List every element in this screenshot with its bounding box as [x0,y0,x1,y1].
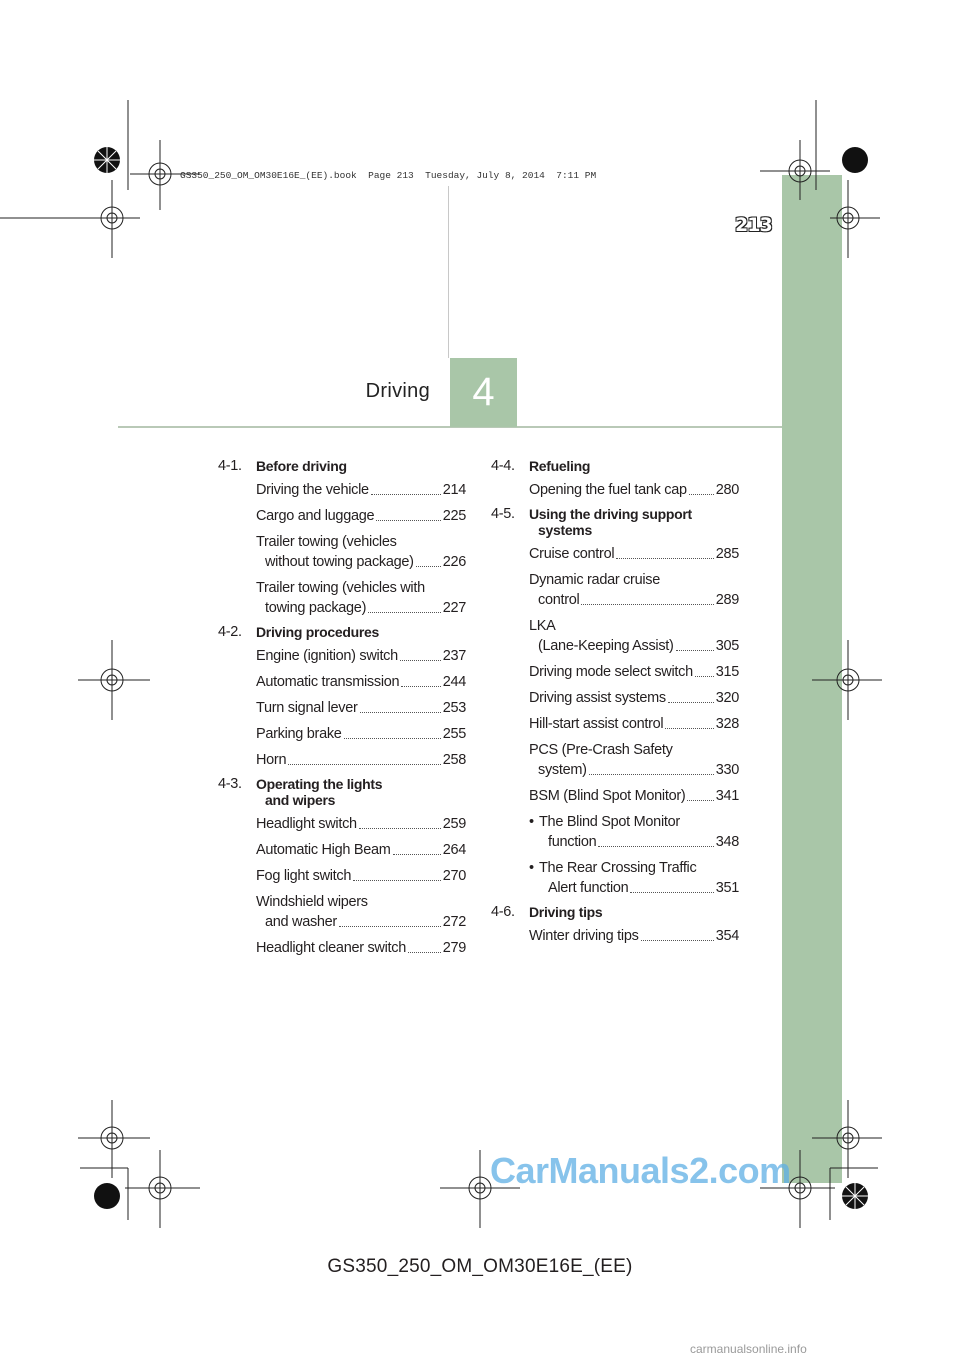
toc-entry-text: The Blind Spot Monitor [539,814,680,830]
toc-entry-row [256,750,466,770]
toc-section-number: 4-4. [491,458,515,474]
toc-entry-page: 253 [442,700,466,716]
toc-entry-text: Hill-start assist control [529,716,664,732]
page-number: 213 [735,214,772,236]
dot-leader [288,764,440,765]
toc-entry-text-line-2: and washer [265,914,337,930]
toc-entry-row [256,480,466,500]
toc-entry-row [529,544,739,564]
toc-entry-row [529,714,739,734]
toc-entry-page: 289 [715,592,739,608]
toc-entry-row [529,760,739,780]
toc-entry-page: 258 [442,752,466,768]
toc-entry-row [539,878,739,898]
toc-entry-page: 280 [715,482,739,498]
toc-entry-text: Driving the vehicle [256,482,369,498]
toc-entry-page: 237 [442,648,466,664]
toc-entry-page: 214 [442,482,466,498]
toc-entry[interactable] [491,480,739,500]
toc-entry[interactable] [218,938,466,958]
toc-entry[interactable] [218,750,466,770]
dot-leader [668,702,714,703]
toc-entry-row [529,662,739,682]
toc-entry[interactable] [491,544,739,564]
toc-entry[interactable] [218,480,466,500]
toc-entry-text-line-2: towing package) [265,600,367,616]
chapter-number-box [450,358,517,427]
toc-right-column [491,458,739,952]
toc-entry-row [256,552,466,572]
toc-entry-page: 272 [442,914,466,930]
toc-entry[interactable] [218,814,466,834]
toc-entry-page: 328 [715,716,739,732]
toc-entry[interactable] [218,672,466,692]
toc-entry-page: 348 [715,834,739,850]
toc-entry-text: Winter driving tips [529,928,639,944]
toc-left-column [218,458,466,964]
dot-leader [676,650,714,651]
watermark-carmanuals2: CarManuals2.com [490,1150,791,1191]
toc-entry-row [256,840,466,860]
dot-leader [598,846,713,847]
toc-entry[interactable] [491,740,739,780]
toc-entry-row [256,598,466,618]
toc-entry-row [256,506,466,526]
dot-leader [687,800,713,801]
toc-entry[interactable] [218,866,466,886]
toc-entry-text-line-2: Alert function [548,880,629,896]
toc-entry[interactable] [491,858,739,898]
toc-entry-text: Turn signal lever [256,700,358,716]
toc-entry[interactable] [491,926,739,946]
toc-entry-page: 226 [442,554,466,570]
dot-leader [630,892,713,893]
toc-entry-text: Cruise control [529,546,615,562]
dot-leader [581,604,713,605]
toc-section-title[interactable] [256,624,379,640]
toc-entry-page: 225 [442,508,466,524]
toc-entry[interactable] [491,688,739,708]
toc-entry-text: Automatic High Beam [256,842,391,858]
toc-entry-row [529,786,739,806]
toc-entry-text: LKA [529,618,556,634]
toc-section [218,458,466,474]
print-info-line: GS350_250_OM_OM30E16E_(EE).book Page 213 Tuesday, July 8, 2014 7:11 PM [180,170,597,181]
toc-entry[interactable] [491,662,739,682]
toc-entry[interactable] [491,570,739,610]
dot-leader [401,686,440,687]
toc-section [491,458,739,474]
toc-entry-row [256,724,466,744]
bullet-icon: • [529,814,534,830]
toc-entry-row [529,480,739,500]
dot-leader [589,774,714,775]
toc-entry-text: Trailer towing (vehicles with [256,580,425,596]
toc-entry-row [256,814,466,834]
toc-entry-row [529,590,739,610]
dot-leader [371,494,441,495]
toc-section [491,506,739,538]
toc-entry-text: PCS (Pre-Crash Safety [529,742,673,758]
toc-entry-text: Cargo and luggage [256,508,375,524]
toc-section-title-line-2: and wipers [265,792,336,808]
toc-entry-page: 315 [715,664,739,680]
dot-leader [359,828,441,829]
toc-section-title-line: Before driving [256,458,347,474]
toc-section-title-line: Using the driving support [529,506,692,522]
toc-entry-text-line-2: without towing package) [265,554,414,570]
dot-leader [665,728,713,729]
toc-entry-page: 259 [442,816,466,832]
toc-section-title[interactable] [256,776,382,808]
toc-section-title[interactable] [256,458,347,474]
toc-entry-text: Driving mode select switch [529,664,693,680]
toc-entry-text: BSM (Blind Spot Monitor) [529,788,686,804]
toc-entry[interactable] [218,892,466,932]
toc-entry[interactable] [491,786,739,806]
toc-entry-page: 305 [715,638,739,654]
dot-leader [408,952,441,953]
toc-entry-row [256,698,466,718]
toc-entry-text: Automatic transmission [256,674,400,690]
dot-leader [616,558,713,559]
dot-leader [376,520,440,521]
dot-leader [339,926,441,927]
toc-entry-text: Headlight switch [256,816,357,832]
toc-entry-row [256,646,466,666]
toc-entry-page: 320 [715,690,739,706]
toc-entry-row [529,926,739,946]
toc-section-number: 4-3. [218,776,242,792]
toc-entry-text: Parking brake [256,726,342,742]
toc-section [218,624,466,640]
toc-entry-text: Dynamic radar cruise [529,572,660,588]
dot-leader [689,494,714,495]
toc-entry[interactable] [491,616,739,656]
watermark-carmanualsonline: carmanualsonline.info [690,1342,807,1356]
toc-section-title-line: Driving tips [529,904,603,920]
manual-code: GS350_250_OM_OM30E16E_(EE) [327,1256,633,1277]
dot-leader [353,880,441,881]
toc-entry-row [529,636,739,656]
toc-entry-row [256,866,466,886]
chapter-title: Driving [365,380,430,402]
dot-leader [393,854,441,855]
toc-entry[interactable] [218,724,466,744]
toc-entry-text: The Rear Crossing Traffic [539,860,697,876]
toc-entry-page: 264 [442,842,466,858]
toc-entry-page: 354 [715,928,739,944]
toc-entry-text: Fog light switch [256,868,352,884]
toc-entry[interactable] [218,646,466,666]
toc-entry[interactable] [491,714,739,734]
toc-entry-text-line-2: system) [538,762,587,778]
toc-entry-page: 351 [715,880,739,896]
toc-section [218,776,466,808]
dot-leader [400,660,441,661]
toc-entry-row [539,832,739,852]
toc-entry-row [256,912,466,932]
toc-entry-row [529,688,739,708]
toc-section-title[interactable] [529,506,692,538]
toc-entry-page: 244 [442,674,466,690]
dot-leader [360,712,441,713]
toc-section-number: 4-1. [218,458,242,474]
toc-entry-text-line-2: function [548,834,597,850]
dot-leader [641,940,714,941]
toc-section-number: 4-2. [218,624,242,640]
bullet-icon: • [529,860,534,876]
toc-section-title-line: Refueling [529,458,591,474]
toc-entry-page: 341 [715,788,739,804]
toc-section-title[interactable] [529,458,590,474]
dot-leader [695,676,714,677]
toc-section-title-line: Driving procedures [256,624,379,640]
toc-entry-text: Trailer towing (vehicles [256,534,397,550]
toc-section [491,904,739,920]
toc-entry[interactable] [218,840,466,860]
toc-entry[interactable] [218,698,466,718]
toc-entry[interactable] [491,812,739,852]
toc-entry-page: 330 [715,762,739,778]
toc-entry-text: Driving assist systems [529,690,666,706]
toc-entry-page: 255 [442,726,466,742]
toc-section-title-line-2: systems [538,522,592,538]
toc-entry-page: 270 [442,868,466,884]
toc-entry-page: 279 [442,940,466,956]
toc-section-number: 4-6. [491,904,515,920]
toc-entry[interactable] [218,532,466,572]
toc-entry[interactable] [218,506,466,526]
toc-entry-row [256,672,466,692]
dot-leader [368,612,441,613]
toc-entry-text: Windshield wipers [256,894,368,910]
dot-leader [344,738,441,739]
toc-section-number: 4-5. [491,506,515,522]
toc-entry-text: Headlight cleaner switch [256,940,406,956]
toc-entry-page: 227 [442,600,466,616]
toc-entry-text-line-2: (Lane-Keeping Assist) [538,638,674,654]
dot-leader [416,566,441,567]
toc-entry-text: Opening the fuel tank cap [529,482,687,498]
toc-entry-page: 285 [715,546,739,562]
chapter-number: 4 [472,370,495,414]
toc-entry-text: Horn [256,752,287,768]
toc-entry-text: Engine (ignition) switch [256,648,398,664]
toc-entry-text-line-2: control [538,592,580,608]
toc-section-title-line: Operating the lights [256,776,383,792]
toc-entry-row [256,938,466,958]
toc-section-title[interactable] [529,904,602,920]
toc-entry[interactable] [218,578,466,618]
